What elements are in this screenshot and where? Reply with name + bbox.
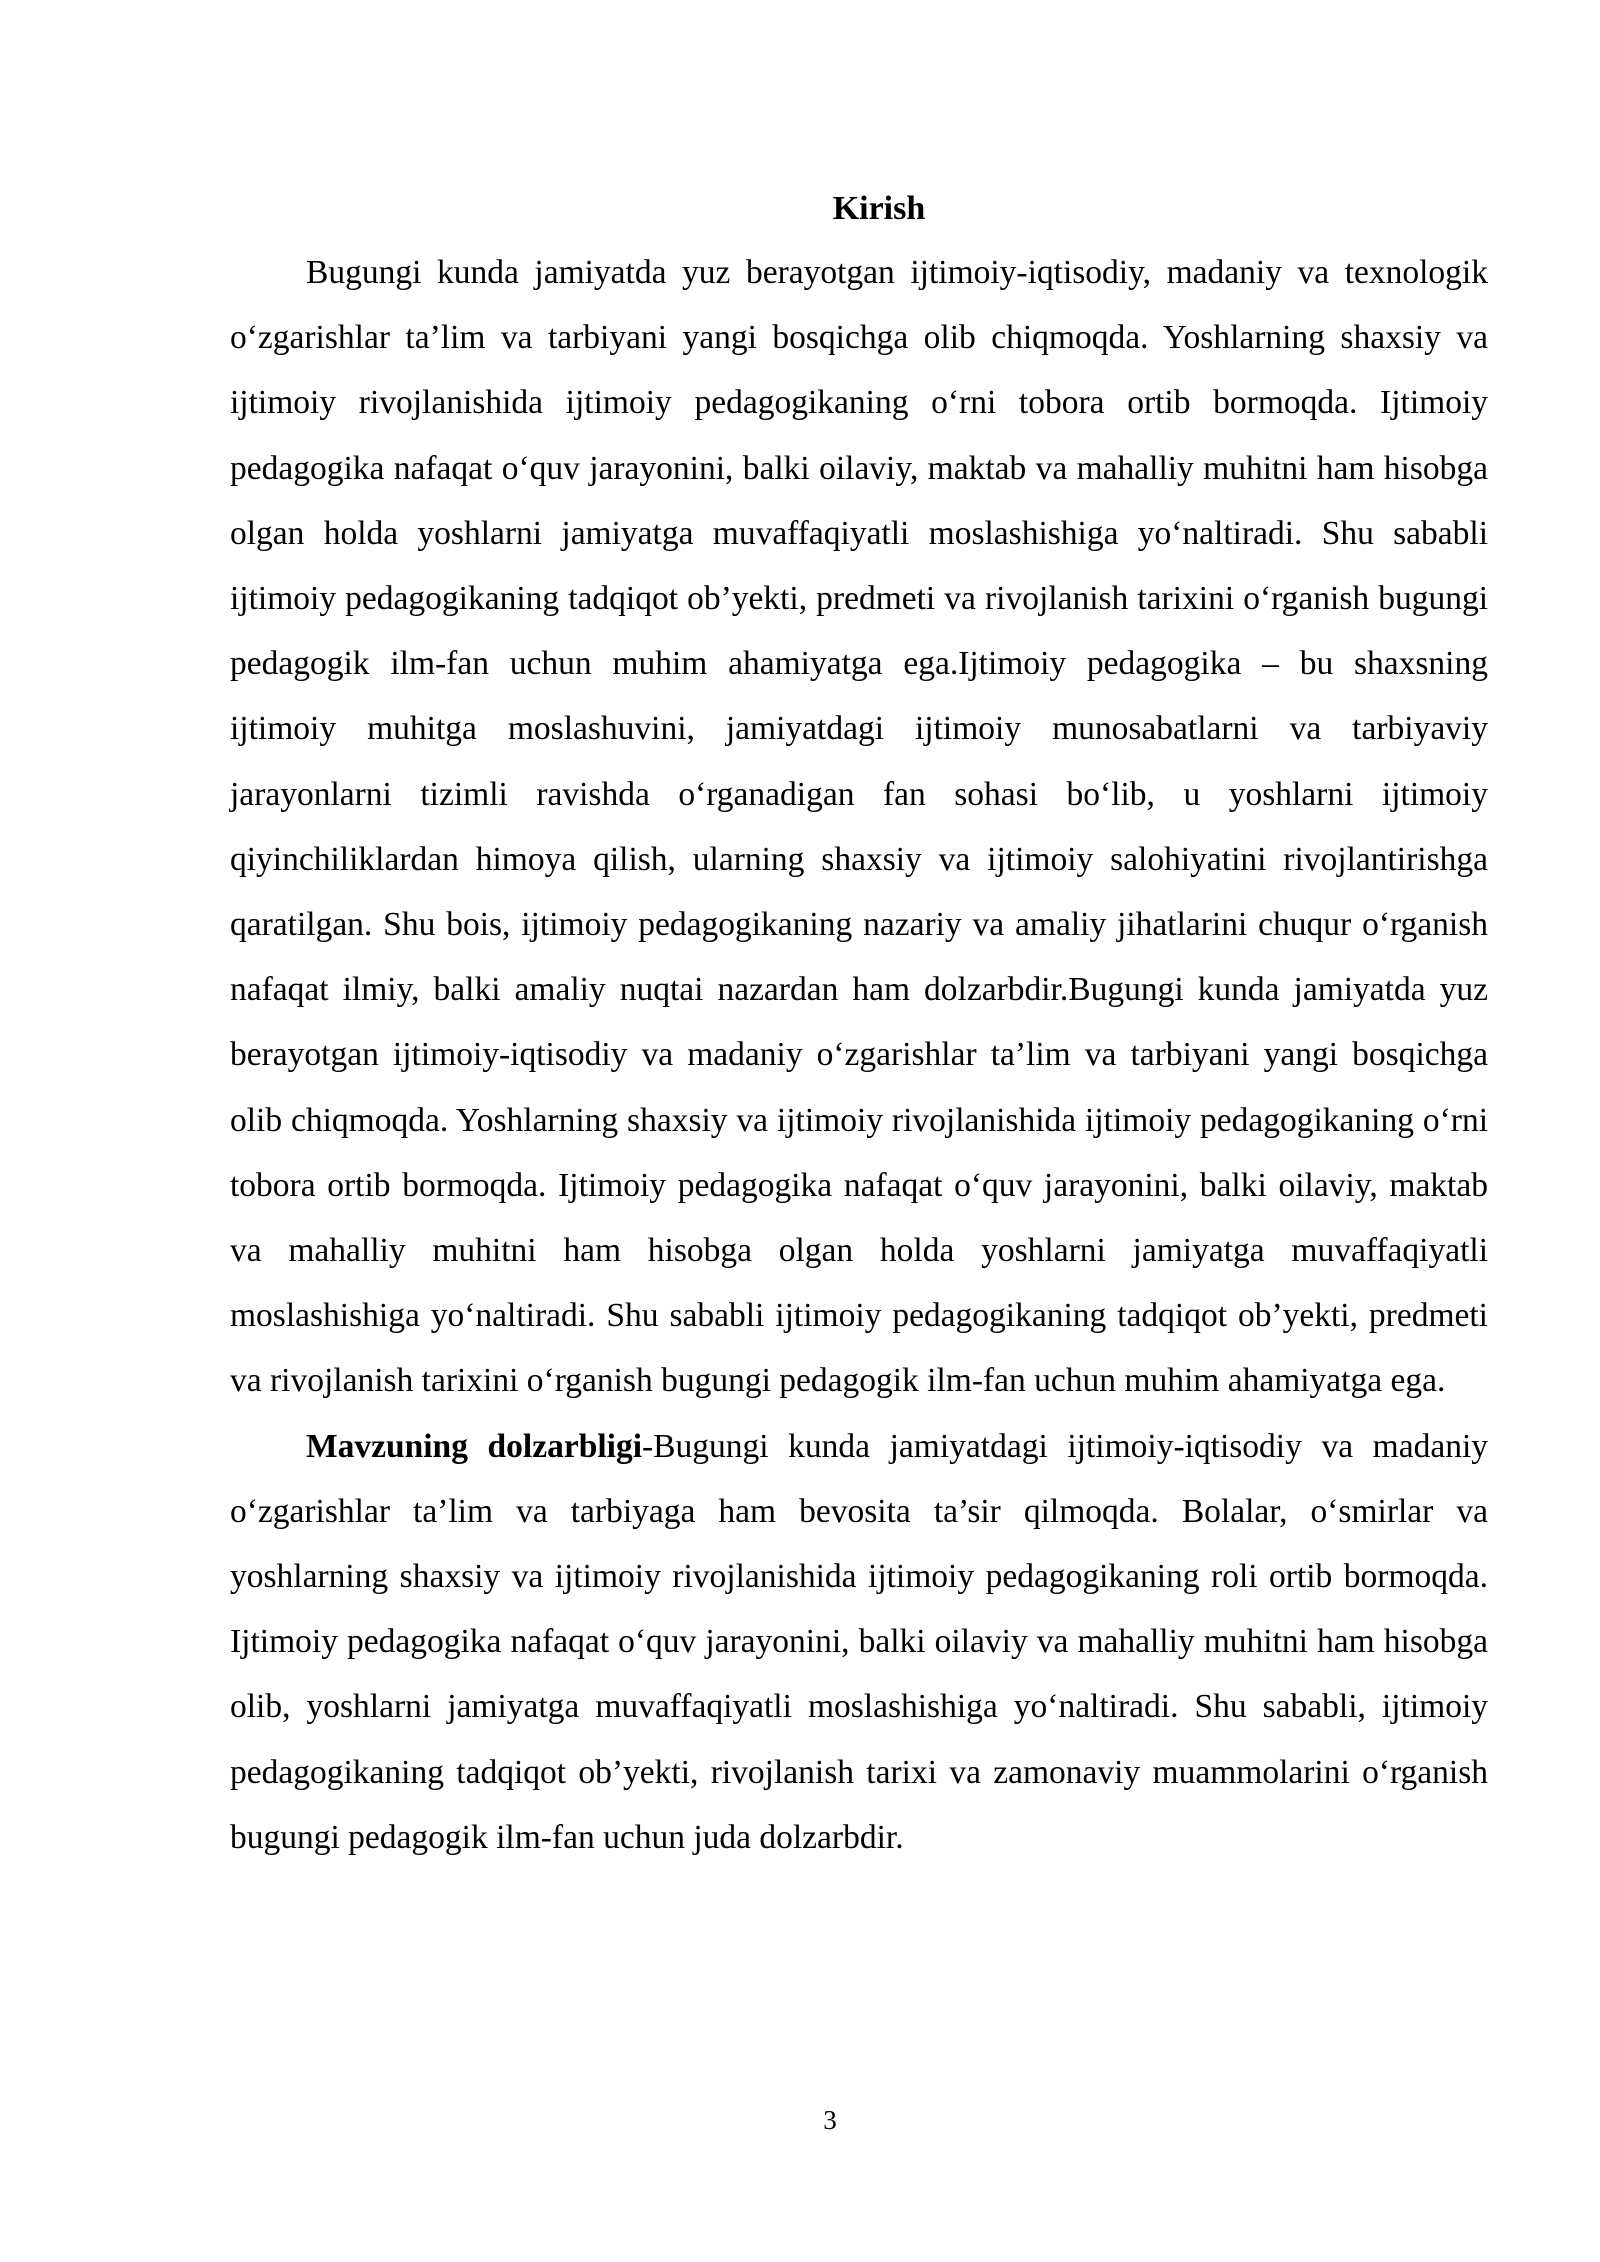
- intro-paragraph: [230, 240, 1488, 1414]
- page-content: [230, 178, 1488, 1870]
- relevance-heading: Mavzuning dolzarbligi: [306, 1427, 643, 1465]
- page-number: 3: [823, 2105, 837, 2135]
- relevance-paragraph-text: -Bugungi kunda jamiyatdagi ijtimoiy-iqtisodiy va madaniy o‘zgarishlar ta’lim va tarbiyaga ham bevosita ta’sir qilmoqda. Bolalar, o‘smirlar va yoshlarning shaxsiy va ijtimoiy rivojlanishida ijtimoiy pedagogikaning roli ortib bormoqda. Ijtimoiy pedagogika nafaqat o‘quv jarayonini, balki oilaviy va mahalliy muhitni ham hisobga olib, yoshlarni jamiyatga muvaffaqiyatli moslashishiga yo‘naltiradi. Shu sababli, ijtimoiy pedagogikaning tadqiqot ob’yekti, rivojlanish tarixi va zamonaviy muammolarini o‘rganish bugungi pedagogik ilm-fan uchun juda dolzarbdir.: [230, 1427, 1489, 1856]
- relevance-paragraph: [230, 1414, 1488, 1870]
- intro-paragraph-text: Bugungi kunda jamiyatda yuz berayotgan ijtimoiy-iqtisodiy, madaniy va texnologik o‘zgarishlar ta’lim va tarbiyani yangi bosqichga olib chiqmoqda. Yoshlarning shaxsiy va ijtimoiy rivojlanishida ijtimoiy pedagogikaning o‘rni tobora ortib bormoqda. Ijtimoiy pedagogika nafaqat o‘quv jarayonini, balki oilaviy, maktab va mahalliy muhitni ham hisobga olgan holda yoshlarni jamiyatga muvaffaqiyatli moslashishiga yo‘naltiradi. Shu sababli ijtimoiy pedagogikaning tadqiqot ob’yekti, predmeti va rivojlanish tarixini o‘rganish bugungi pedagogik ilm-fan uchun muhim ahamiyatga ega.Ijtimoiy pedagogika – bu shaxsning ijtimoiy muhitga moslashuvini, jamiyatdagi ijtimoiy munosabatlarni va tarbiyaviy jarayonlarni tizimli ravishda o‘rganadigan fan sohasi bo‘lib, u yoshlarni ijtimoiy qiyinchiliklardan himoya qilish, ularning shaxsiy va ijtimoiy salohiyatini rivojlantirishga qaratilgan. Shu bois, ijtimoiy pedagogikaning nazariy va amaliy jihatlarini chuqur o‘rganish nafaqat ilmiy, balki amaliy nuqtai nazardan ham dolzarbdir.Bugungi kunda jamiyatda yuz berayotgan ijtimoiy-iqtisodiy va madaniy o‘zgarishlar ta’lim va tarbiyani yangi bosqichga olib chiqmoqda. Yoshlarning shaxsiy va ijtimoiy rivojlanishida ijtimoiy pedagogikaning o‘rni tobora ortib bormoqda. Ijtimoiy pedagogika nafaqat o‘quv jarayonini, balki oilaviy, maktab va mahalliy muhitni ham hisobga olgan holda yoshlarni jamiyatga muvaffaqiyatli moslashishiga yo‘naltiradi. Shu sababli ijtimoiy pedagogikaning tadqiqot ob’yekti, predmeti va rivojlanish tarixini o‘rganish bugungi pedagogik ilm-fan uchun muhim ahamiyatga ega.: [230, 254, 1488, 1400]
- section-title: Kirish: [832, 190, 926, 227]
